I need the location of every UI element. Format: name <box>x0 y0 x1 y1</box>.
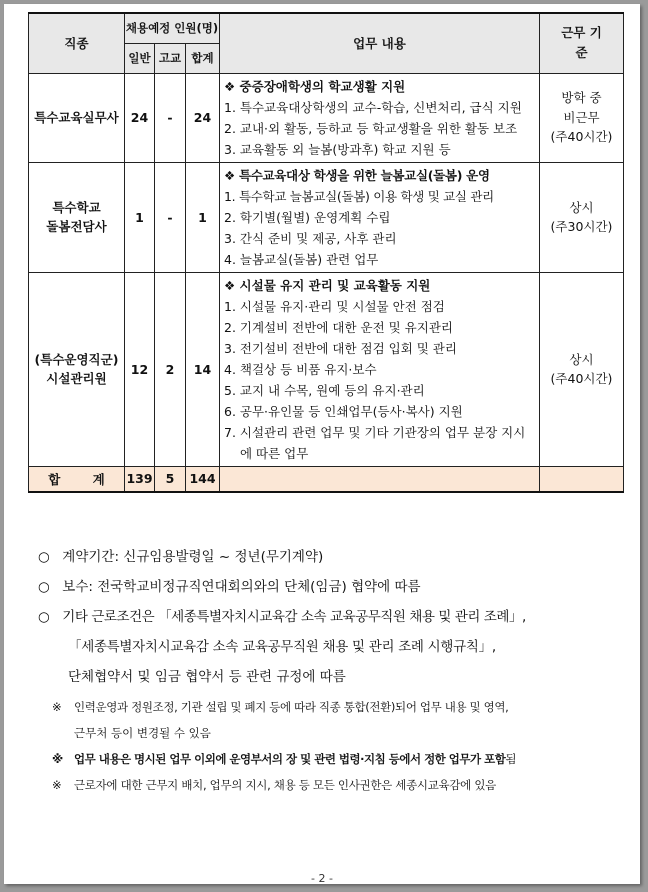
document-page <box>4 4 640 884</box>
header-duties: 업무 내용 <box>220 13 540 73</box>
header-highschool: 고교 <box>155 43 186 73</box>
work-standard-line: 상시 <box>569 351 594 367</box>
work-standard-line: 비근무 <box>563 109 600 125</box>
duty-item: 1. 특수교육대상학생의 교수-학습, 신변처리, 급식 지원 <box>224 99 522 115</box>
duty-item: 7. 시설관리 관련 업무 및 기타 기관장의 업무 분장 지시에 따른 업무 <box>224 424 526 461</box>
duty-item: 3. 전기설비 전반에 대한 점검 입회 및 관리 <box>224 340 457 356</box>
duty-item: 2. 기계설비 전반에 대한 운전 및 유지관리 <box>224 319 453 335</box>
bullet-circle-icon: ○ <box>38 579 50 595</box>
page-number: - 2 - <box>311 872 333 885</box>
job-name-line: 시설관리원 <box>46 371 107 386</box>
duty-cell <box>220 272 540 466</box>
count-highschool: - <box>155 73 186 162</box>
header-planned: 채용예정 인원(명) <box>125 13 220 43</box>
duty-cell <box>220 73 540 162</box>
job-name: 특수교육실무사 <box>29 73 125 162</box>
table-row <box>29 272 624 466</box>
work-standard-line: 방학 중 <box>561 90 602 106</box>
duty-item: 6. 공무·유인물 등 인쇄업무(등사·복사) 지원 <box>224 403 463 419</box>
table-row <box>29 73 624 162</box>
work-standard <box>540 73 624 162</box>
reference-mark-icon: ※ <box>52 778 62 792</box>
other-conditions-line: 단체협약서 및 임금 협약서 등 관련 규정에 따름 <box>68 669 346 685</box>
note-duties-included <box>28 746 628 772</box>
count-highschool: - <box>155 162 186 272</box>
job-name-line: (특수운영직군) <box>34 351 119 367</box>
duty-item: 3. 간식 준비 및 제공, 사후 관리 <box>224 230 397 246</box>
count-total: 14 <box>186 272 220 466</box>
other-conditions-line: 「세종특별자치시교육감 소속 교육공무직원 채용 및 관리 조례 시행규칙」, <box>68 639 496 655</box>
duty-title: ❖ 중증장애학생의 학교생활 지원 <box>224 78 406 94</box>
duty-item: 3. 교육활동 외 늘봄(방과후) 학교 지원 등 <box>224 141 451 157</box>
duty-item: 2. 학기별(월별) 운영계획 수립 <box>224 209 391 225</box>
duty-item: 1. 시설물 유지·관리 및 시설물 안전 점검 <box>224 298 445 314</box>
note-reorganization <box>28 694 628 720</box>
notes-section <box>28 542 628 798</box>
contract-period <box>28 542 628 572</box>
contract-text: 계약기간: 신규임용발령일 ~ 정년(무기계약) <box>62 549 324 565</box>
pay-info <box>28 572 628 602</box>
total-standard-empty <box>540 466 624 492</box>
total-duties-empty <box>220 466 540 492</box>
other-conditions <box>28 602 628 632</box>
duty-title: ❖ 시설물 유지 관리 및 교육활동 지원 <box>224 277 431 293</box>
job-name-line: 돌봄전담사 <box>46 219 107 234</box>
reference-mark-icon: ※ <box>52 700 62 714</box>
bullet-circle-icon: ○ <box>38 549 50 565</box>
header-total: 합계 <box>186 43 220 73</box>
duty-item: 1. 특수학교 늘봄교실(돌봄) 이용 학생 및 교실 관리 <box>224 188 494 204</box>
reference-mark-icon: ※ <box>52 752 63 766</box>
work-standard <box>540 162 624 272</box>
work-standard-line: (주30시간) <box>550 219 613 234</box>
total-row <box>29 466 624 492</box>
job-name-line: 특수학교 <box>52 199 101 215</box>
other-conditions-line: 기타 근로조건은 「세종특별자치시교육감 소속 교육공무직원 채용 및 관리 조례」, <box>62 609 526 625</box>
header-job: 직종 <box>29 13 125 73</box>
count-total: 24 <box>186 73 220 162</box>
total-sum: 144 <box>186 466 220 492</box>
note-text-tail: 됨 <box>505 752 516 766</box>
duty-item: 5. 교지 내 수목, 원예 등의 유지·관리 <box>224 382 425 398</box>
job-name <box>29 272 125 466</box>
work-standard <box>540 272 624 466</box>
count-highschool: 2 <box>155 272 186 466</box>
note-text: 인력운영과 정원조정, 기관 설립 및 폐지 등에 따라 직종 통합(전환)되어 업무 내용 및 영역, <box>74 700 509 714</box>
note-text: 근무처 등이 변경될 수 있음 <box>74 726 211 740</box>
pay-text: 보수: 전국학교비정규직연대회의와의 단체(임금) 협약에 따름 <box>62 579 421 595</box>
count-general: 12 <box>125 272 155 466</box>
count-total: 1 <box>186 162 220 272</box>
header-general: 일반 <box>125 43 155 73</box>
recruitment-table <box>28 12 624 493</box>
table-row <box>29 162 624 272</box>
work-standard-line: 상시 <box>569 199 594 215</box>
work-standard-line: (주40시간) <box>550 129 613 145</box>
job-name <box>29 162 125 272</box>
count-general: 1 <box>125 162 155 272</box>
duty-item: 2. 교내·외 활동, 등하교 등 학교생활을 위한 활동 보조 <box>224 120 518 136</box>
note-text: 근로자에 대한 근무지 배치, 업무의 지시, 채용 등 모든 인사권한은 세종시교육감에 있음 <box>74 778 496 792</box>
work-standard-line: (주40시간) <box>550 371 613 386</box>
bullet-circle-icon: ○ <box>38 609 50 625</box>
header-work-standard: 근무 기준 <box>540 13 624 73</box>
duty-cell <box>220 162 540 272</box>
duty-item: 4. 책걸상 등 비품 유지·보수 <box>224 361 377 377</box>
total-general: 139 <box>125 466 155 492</box>
total-highschool: 5 <box>155 466 186 492</box>
note-personnel-authority <box>28 772 628 798</box>
count-general: 24 <box>125 73 155 162</box>
duty-item: 4. 늘봄교실(돌봄) 관련 업무 <box>224 251 379 267</box>
duty-title: ❖ 특수교육대상 학생을 위한 늘봄교실(돌봄) 운영 <box>224 167 490 183</box>
note-text: 업무 내용은 명시된 업무 이외에 운영부서의 장 및 관련 법령·지침 등에서 정한 업무가 포함 <box>74 752 506 766</box>
total-label: 합 계 <box>29 466 125 492</box>
